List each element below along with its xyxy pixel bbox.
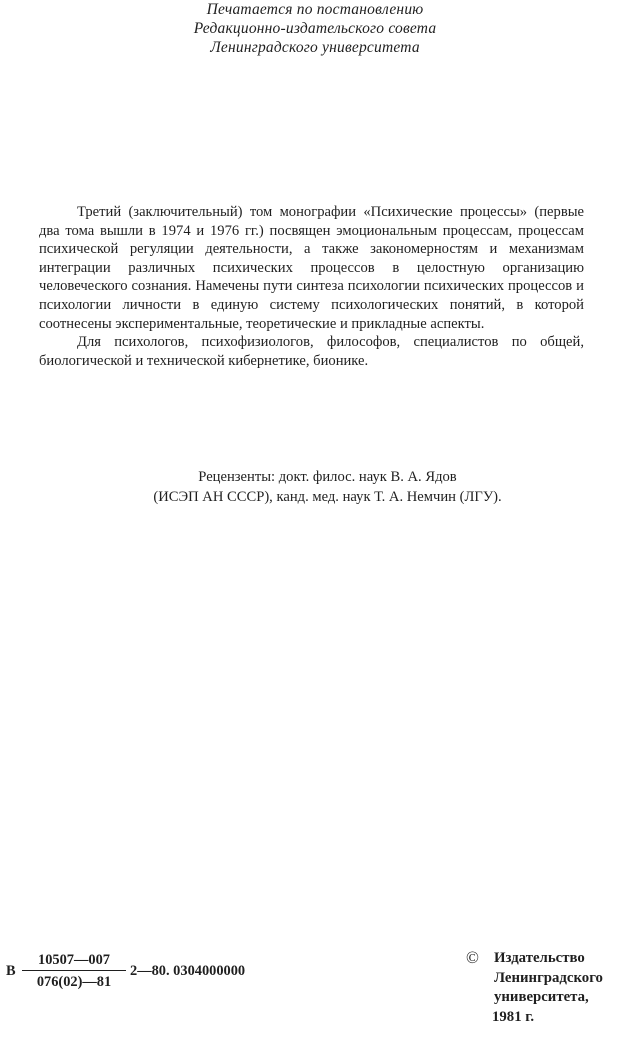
reviewers-line: (ИСЭП АН СССР), канд. мед. наук Т. А. Немчин (ЛГУ).: [153, 489, 502, 505]
publisher-line: Издательство: [494, 950, 585, 966]
publisher-copyright: [466, 949, 616, 1027]
abstract: [39, 203, 584, 370]
publisher-year: 1981 г.: [492, 1008, 535, 1025]
fraction-bar: [22, 970, 126, 971]
audience-paragraph: Для психологов, психофизиологов, философов, специалистов по общей, биологической и технической кибернетике, бионике.: [39, 334, 584, 369]
imprint-notice: [150, 0, 480, 57]
abstract-paragraph: Третий (заключительный) том монографии «Психические процессы» (первые два тома вышли в 1974 и 1976 гг.) посвящен эмоциональным процессам, процессам психической регуляции деятельности, а также закономерностям и механизмам интеграции различных психических процессов в целостную организацию человеческого сознания. Намечены пути синтеза психологии психических процессов и психологии личности в единую систему психологических понятий, в которой соотнесены экспериментальные, теоретические и прикладные аспекты.: [39, 204, 584, 332]
reviewers-line: Рецензенты: докт. филос. наук В. А. Ядов: [198, 469, 457, 485]
catalog-fraction: [22, 951, 126, 991]
copyright-icon: ©: [466, 948, 479, 967]
imprint-line: Печатается по постановлению: [206, 1, 424, 18]
catalog-letter: В: [6, 963, 16, 979]
reviewers: [70, 467, 585, 507]
catalog-numerator: 10507—007: [38, 952, 110, 968]
publisher-line: Ленинградского: [494, 969, 603, 986]
catalog-denominator: 076(02)—81: [36, 974, 112, 990]
imprint-line: Редакционно-издательского совета: [193, 20, 437, 37]
imprint-line: Ленинградского университета: [210, 39, 420, 56]
catalog-code: 2—80. 0304000000: [130, 963, 246, 979]
publisher-line: университета,: [494, 989, 589, 1006]
catalog-index: [6, 951, 266, 993]
